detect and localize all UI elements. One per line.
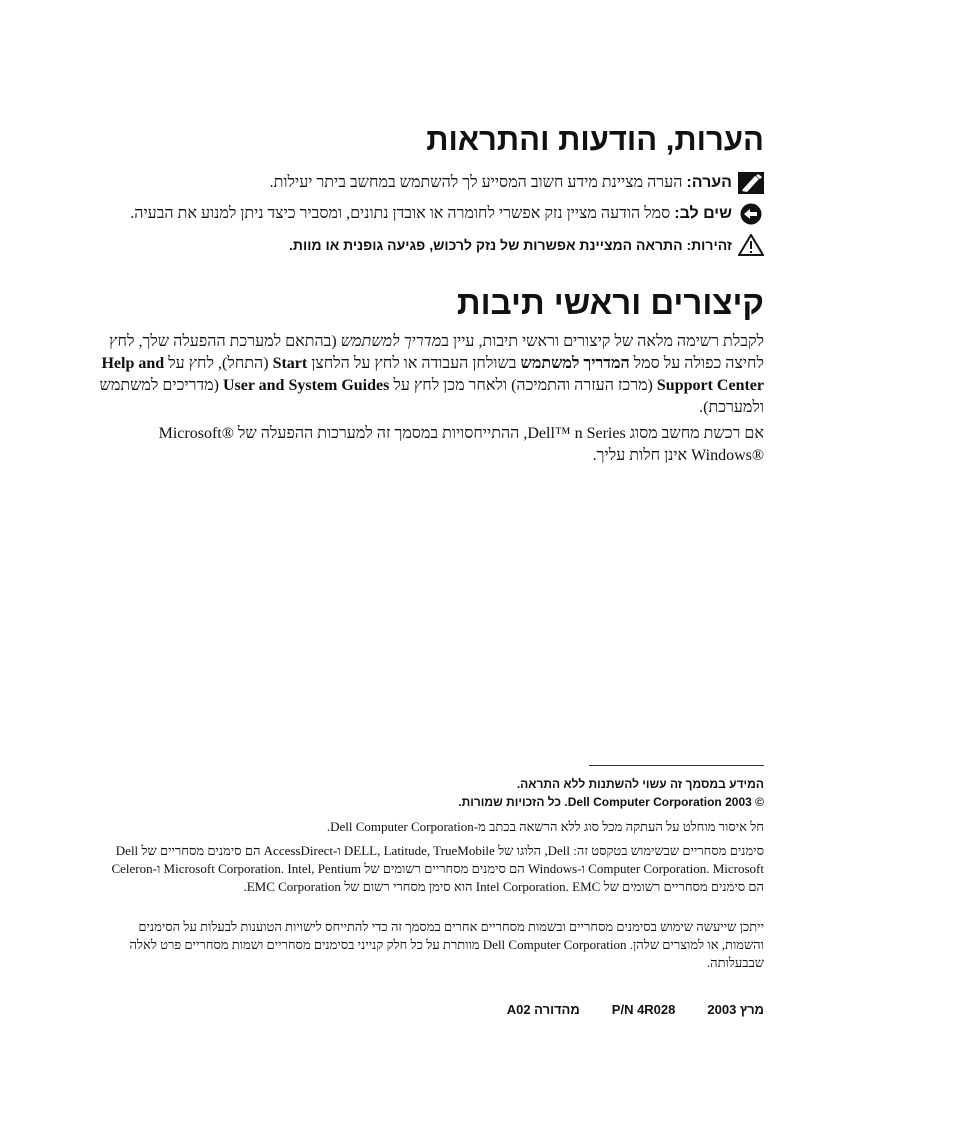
caution-body: התראה המציינת אפשרות של נזק לרכוש, פגיעה גופנית או מוות.: [289, 237, 687, 253]
caution-triangle-icon: [738, 234, 764, 256]
p1-user-guide-bold: המדריך למשתמש: [520, 355, 630, 372]
legal-paragraph-3: ייתכן שייעשה שימוש בסימנים מסחריים ובשמות מסחריים אחרים במסמך זה כדי להתייחס לישויות הטוענות לבעלות על הסימנים והשמות, או למוצרים שלהן. Dell Computer Corporation מוותרת על כל חלק קנייני בסימנים מסחריים ושמות מסחריים פרט לאלה שבבעלותה.: [129, 919, 764, 970]
legal-divider: [589, 765, 764, 766]
footer-date: מרץ 2003: [707, 1002, 764, 1017]
p1-text-f: (מדריכים למשתמש ולמערכת).: [99, 377, 764, 416]
dell-n-series-label: Dell™ n Series: [527, 425, 626, 442]
footer-part-number: P/N 4R028: [611, 1002, 676, 1017]
footer-revision: מהדורה A02: [506, 1002, 580, 1017]
footer: [507, 1002, 764, 1017]
legal-line-2: © 2003 Dell Computer Corporation. כל הזכויות שמורות.: [458, 795, 764, 809]
legal-paragraph-1: חל איסור מוחלט על העתקה מכל סוג ללא הרשאה בכתב מ-Dell Computer Corporation.: [326, 819, 764, 834]
user-system-guides-label: User and System Guides: [222, 377, 390, 394]
notes-section-title: הערות, הודעות והתראות: [426, 122, 764, 157]
shortcuts-paragraph-1: [94, 331, 764, 419]
p2-text-a: אם רכשת מחשב מסוג: [625, 425, 764, 442]
shortcuts-section-title: קיצורים וראשי תיבות: [456, 284, 764, 321]
caution-label: זהירות:: [686, 237, 732, 253]
notice-hand-icon: [738, 203, 764, 225]
caution-text: [289, 234, 732, 256]
shortcuts-paragraph-2: [94, 423, 764, 467]
p2-text-c: אינן חלות עליך.: [592, 447, 692, 464]
note-row: [84, 172, 764, 194]
help-support-label: Help and Support Center: [101, 355, 764, 394]
caution-row: [84, 234, 764, 256]
p1-text-a: לקבלת רשימה מלאה של קיצורים וראשי תיבות, עיין ב: [441, 333, 764, 350]
note-pencil-icon: [738, 172, 764, 194]
microsoft-windows-label: Microsoft® Windows®: [158, 425, 764, 464]
legal-paragraph-2: סימנים מסחריים שבשימוש בטקסט זה: Dell, הלוגו של DELL, Latitude, TrueMobile ו-AccessDirect הם סימנים מסחריים של Dell Computer Corporation. Microsoft ו-Windows הם סימנים מסחריים רשומים של Microsoft Corporation. Intel, Pentium ו-Celeron הם סימנים מסחריים רשומים של Intel Corporation. EMC הוא סימן מסחרי רשום של EMC Corporation.: [111, 843, 764, 894]
note-text: [270, 172, 732, 194]
p1-text-d: (התחל), לחץ על: [164, 355, 273, 372]
notice-label: שים לב:: [674, 205, 732, 222]
p1-text-e: (מרכז העזרה והתמיכה) ולאחר מכן לחץ על: [389, 377, 657, 394]
notice-body: סמל הודעה מציין נזק אפשרי לחומרה או אובדן נתונים, ומסביר כיצד ניתן למנוע את הבעיה.: [130, 205, 675, 222]
notice-text: [130, 203, 732, 225]
p2-text-b: , ההתייחסויות במסמך זה למערכות ההפעלה של: [233, 425, 528, 442]
note-body: הערה מציינת מידע חשוב המסייע לך להשתמש במחשב ביתר יעילות.: [269, 174, 687, 191]
notice-row: [84, 203, 764, 225]
start-label: Start: [272, 355, 308, 372]
p1-text-b: (בהתאם למערכת ההפעלה שלך, לחץ לחיצה כפולה על סמל: [109, 333, 764, 372]
note-label: הערה:: [686, 174, 732, 191]
legal-line-1: המידע במסמך זה עשוי להשתנות ללא התראה.: [516, 777, 764, 791]
p1-user-guide-italic: מדריך למשתמש: [340, 333, 442, 350]
p1-text-c: בשולחן העבודה או לחץ על הלחצן: [307, 355, 521, 372]
